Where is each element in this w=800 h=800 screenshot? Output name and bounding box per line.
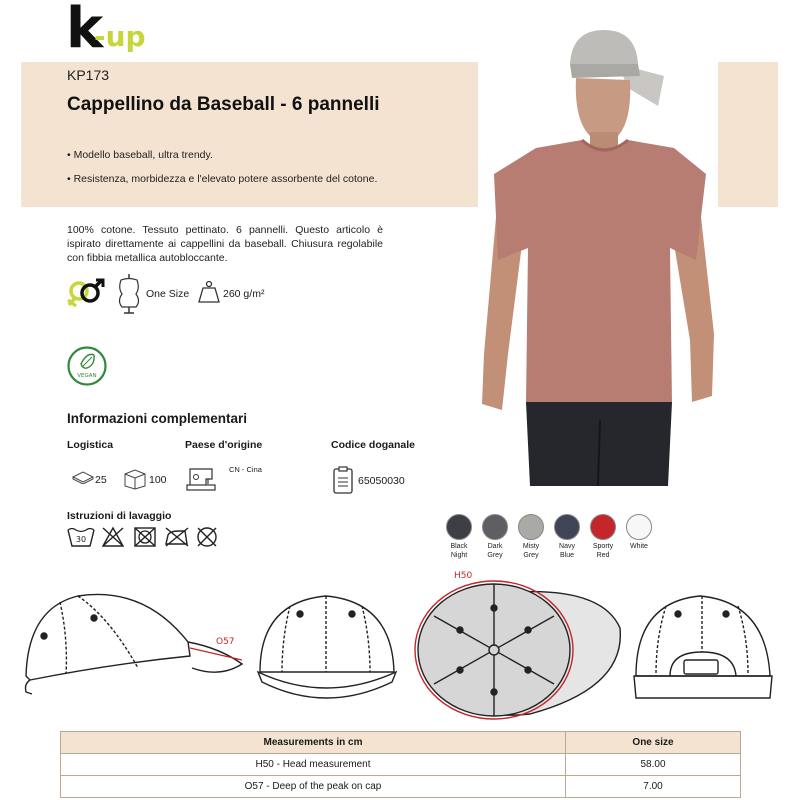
- customs-heading: Codice doganale: [331, 439, 416, 451]
- cap-front-view: [258, 596, 396, 698]
- table-row: [61, 776, 741, 798]
- swatch-label: Misty Grey: [522, 543, 540, 559]
- pack-quantity: 25: [95, 474, 107, 486]
- measurements-table: [60, 731, 741, 798]
- swatch-dot: [626, 514, 652, 540]
- pack-icon: [72, 470, 94, 484]
- vegan-badge: [67, 346, 107, 386]
- logo-up: -up: [94, 20, 146, 53]
- swatch-dot: [482, 514, 508, 540]
- logo-k: k: [66, 0, 102, 61]
- product-title: Cappellino da Baseball - 6 pannelli: [67, 94, 380, 115]
- swatch-sporty-red[interactable]: [585, 514, 621, 560]
- wash-heading: Istruzioni di lavaggio: [67, 510, 172, 522]
- wash-temp-label: 30: [75, 535, 87, 544]
- technical-drawings: [20, 568, 780, 730]
- swatch-label: Black Night: [450, 543, 468, 559]
- swatch-dot: [446, 514, 472, 540]
- swatch-white[interactable]: [621, 514, 657, 552]
- clipboard-icon: [333, 466, 353, 494]
- vegan-label: VEGAN: [77, 373, 97, 379]
- swatch-misty-grey[interactable]: [513, 514, 549, 560]
- model-photo: [478, 24, 718, 486]
- logistics-heading: Logistica: [67, 439, 114, 451]
- cap-back-view: [634, 596, 772, 698]
- weight-icon: [198, 280, 220, 304]
- measurement-value: 58.00: [566, 754, 741, 776]
- no-tumble-dry-icon: [135, 528, 155, 546]
- swatch-dot: [554, 514, 580, 540]
- info-section-title: Informazioni complementari: [67, 411, 248, 426]
- swatch-navy-blue[interactable]: [549, 514, 585, 560]
- box-quantity: 100: [149, 474, 167, 486]
- measurement-label: H50 - Head measurement: [61, 754, 566, 776]
- origin-value: CN - Cina: [229, 465, 262, 474]
- feature-bullet-1: • Modello baseball, ultra trendy.: [67, 149, 213, 161]
- table-header-row: [61, 732, 741, 754]
- product-sku: KP173: [67, 67, 110, 83]
- cap-inside-view: [415, 571, 620, 719]
- no-bleach-icon: [103, 528, 123, 546]
- brand-logo: [66, 2, 146, 60]
- head-label: H50: [454, 571, 473, 581]
- no-dry-clean-icon: [198, 528, 216, 546]
- swatch-label: Dark Grey: [487, 543, 503, 559]
- care-icons: [67, 526, 222, 548]
- mannequin-icon: [114, 274, 144, 314]
- swatch-label: Navy Blue: [559, 543, 575, 559]
- carton-box-icon: [123, 468, 147, 490]
- measurements-header: Measurements in cm: [61, 732, 566, 754]
- unisex-gender-icon: [66, 278, 106, 308]
- customs-code: 65050030: [358, 475, 405, 487]
- weight-value: 260 g/m²: [223, 288, 265, 300]
- no-iron-icon: [166, 528, 188, 546]
- cap-side-view: [26, 594, 243, 694]
- measurement-label: O57 - Deep of the peak on cap: [61, 776, 566, 798]
- swatch-dark-grey[interactable]: [477, 514, 513, 560]
- feature-bullet-2: • Resistenza, morbidezza e l'elevato potere assorbente del cotone.: [67, 173, 378, 185]
- swatch-label: Sporty Red: [592, 543, 614, 559]
- swatch-dot: [590, 514, 616, 540]
- size-value: One Size: [146, 288, 190, 300]
- swatch-label: White: [630, 543, 648, 550]
- measurement-value: 7.00: [566, 776, 741, 798]
- table-row: [61, 754, 741, 776]
- size-header: One size: [566, 732, 741, 754]
- origin-heading: Paese d'origine: [185, 439, 263, 451]
- swatch-black-night[interactable]: [441, 514, 477, 560]
- color-swatches: [441, 514, 671, 564]
- swatch-dot: [518, 514, 544, 540]
- product-description: 100% cotone. Tessuto pettinato. 6 pannelli. Questo articolo è ispirato direttamente ai cappellini da baseball. Chiusura regolabile con fibbia metallica autobloccante.: [67, 224, 383, 264]
- peak-label: O57: [216, 637, 235, 647]
- wash-30-icon: [68, 529, 94, 547]
- sewing-machine-icon: [186, 465, 216, 491]
